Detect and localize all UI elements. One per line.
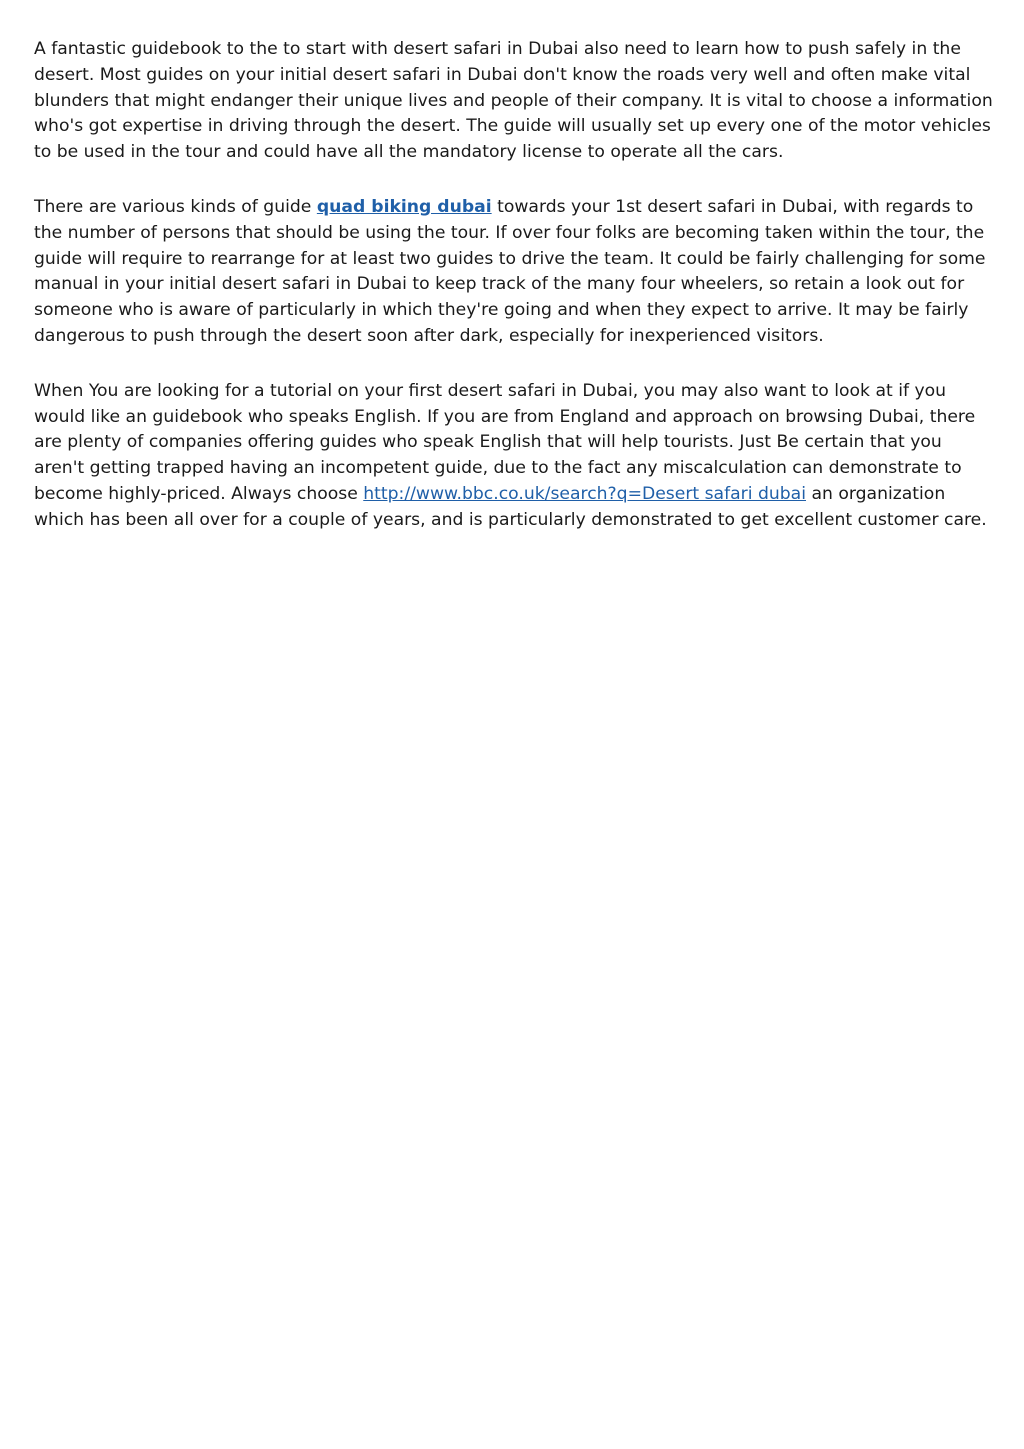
paragraph-3	[34, 379, 994, 534]
document-body	[34, 37, 994, 534]
paragraph-2-text-before: There are various kinds of guide	[34, 196, 317, 217]
paragraph-2	[34, 195, 994, 350]
paragraph-2-text-after: towards your 1st desert safari in Dubai, with regards to the number of persons that should be using the tour. If over four folks are becoming taken within the tour, the guide will require to rearrange for at least two guides to drive the team. It could be fairly challenging for some manual in your initial desert safari in Dubai to keep track of the many four wheelers, so retain a look out for someone who is aware of particularly in which they're going and when they expect to arrive. It may be fairly dangerous to push through the desert soon after dark, especially for inexperienced visitors.	[34, 196, 986, 346]
bbc-search-link[interactable]: http://www.bbc.co.uk/search?q=Desert safari dubai	[363, 483, 806, 504]
paragraph-1	[34, 37, 994, 166]
paragraph-3-text-after: an organization which has been all over for a couple of years, and is particularly demonstrated to get excellent customer care.	[34, 483, 987, 530]
quad-biking-dubai-link[interactable]: quad biking dubai	[316, 196, 492, 217]
paragraph-3-text-before: When You are looking for a tutorial on your first desert safari in Dubai, you may also want to look at if you would like an guidebook who speaks English. If you are from England and approach on browsing Dubai, there are plenty of companies offering guides who speak English that will help tourists. Just Be certain that you aren't getting trapped having an incompetent guide, due to the fact any miscalculation can demonstrate to become highly-priced. Always choose	[34, 380, 976, 504]
paragraph-1-text: A fantastic guidebook to the to start with desert safari in Dubai also need to learn how to push safely in the desert. Most guides on your initial desert safari in Dubai don't know the roads very well and often make vital blunders that might endanger their unique lives and people of their company. It is vital to choose a information who's got expertise in driving through the desert. The guide will usually set up every one of the motor vehicles to be used in the tour and could have all the mandatory license to operate all the cars.	[34, 39, 993, 163]
